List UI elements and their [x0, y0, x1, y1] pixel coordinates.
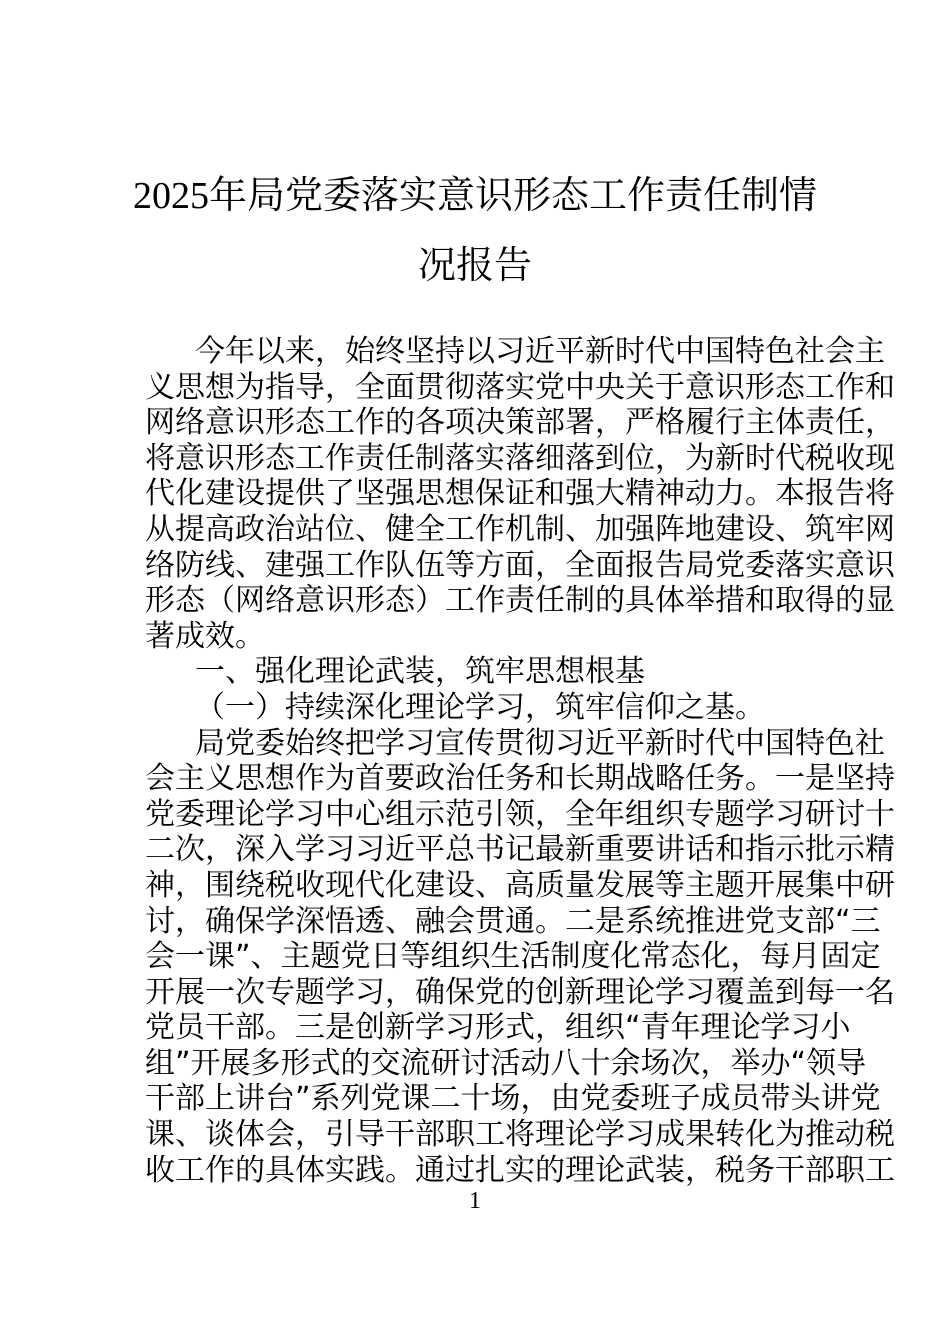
text-line: 今年以来，始终坚持以习近平新时代中国特色社会主 — [195, 334, 885, 369]
text-line: 讨，确保学深悟透、融会贯通。二是系统推进党支部“三 — [145, 903, 881, 939]
text-line: 开展一次专题学习，确保党的创新理论学习覆盖到每一名 — [145, 974, 895, 1010]
text-line: 干部上讲台”系列党课二十场，由党委班子成员带头讲党 — [145, 1081, 881, 1117]
text-line: 著成效。 — [145, 618, 265, 654]
text-line: 二次，深入学习习近平总书记最新重要讲话和指示批示精 — [145, 832, 895, 868]
text-line: 组”开展多形式的交流研讨活动八十余场次，举办“领导 — [145, 1045, 867, 1081]
text-line: 收工作的具体实践。通过扎实的理论武装，税务干部职工 — [145, 1152, 895, 1188]
text-line: 将意识形态工作责任制落实落细落到位，为新时代税收现 — [145, 440, 895, 476]
text-line: 会一课”、主题党日等组织生活制度化常态化，每月固定 — [145, 939, 881, 975]
text-line: 党委理论学习中心组示范引领，全年组织专题学习研讨十 — [145, 796, 895, 832]
document-title-line-1: 2025年局党委落实意识形态工作责任制情 — [132, 175, 817, 217]
text-line: 络防线、建强工作队伍等方面，全面报告局党委落实意识 — [145, 547, 895, 583]
text-line: （一）持续深化理论学习，筑牢信仰之基。 — [195, 689, 765, 725]
text-line: 义思想为指导，全面贯彻落实党中央关于意识形态工作和 — [145, 369, 895, 405]
text-line: 课、谈体会，引导干部职工将理论学习成果转化为推动税 — [145, 1117, 895, 1153]
text-line: 一、强化理论武装，筑牢思想根基 — [195, 654, 645, 690]
text-line: 从提高政治站位、健全工作机制、加强阵地建设、筑牢网 — [145, 511, 895, 547]
text-line: 代化建设提供了坚强思想保证和强大精神动力。本报告将 — [145, 476, 895, 512]
text-line: 网络意识形态工作的各项决策部署，严格履行主体责任， — [145, 405, 895, 441]
document-title-line-2: 况报告 — [417, 245, 532, 287]
text-line: 党员干部。三是创新学习形式，组织“青年理论学习小 — [145, 1010, 851, 1046]
document-body — [145, 334, 895, 1188]
text-line: 局党委始终把学习宣传贯彻习近平新时代中国特色社 — [195, 725, 885, 761]
page-number: 1 — [469, 1188, 481, 1214]
text-line: 神，围绕税收现代化建设、高质量发展等主题开展集中研 — [145, 867, 895, 903]
text-line: 会主义思想作为首要政治任务和长期战略任务。一是坚持 — [145, 761, 895, 797]
text-line: 形态（网络意识形态）工作责任制的具体举措和取得的显 — [145, 583, 895, 619]
